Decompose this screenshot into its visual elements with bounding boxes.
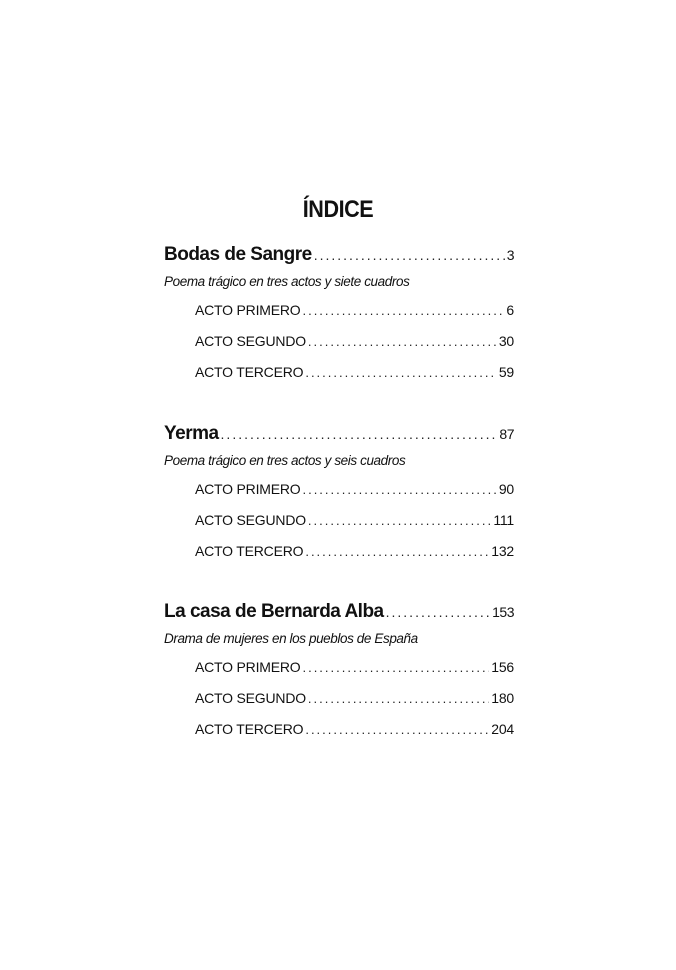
toc-entry-act[interactable] <box>195 302 514 333</box>
toc-section-la-casa-de-bernarda-alba <box>164 601 514 752</box>
act-list <box>195 302 514 395</box>
work-title: La casa de Bernarda Alba <box>164 601 384 622</box>
page-number: 6 <box>506 302 514 318</box>
act-label: ACTO SEGUNDO <box>195 333 306 349</box>
work-title: Yerma <box>164 423 219 444</box>
page-title: ÍNDICE <box>302 196 374 223</box>
act-label: ACTO PRIMERO <box>195 659 301 675</box>
toc-entry-work[interactable] <box>164 244 514 270</box>
toc-entry-act[interactable] <box>195 364 514 395</box>
page-number: 153 <box>492 604 514 620</box>
work-subtitle: Drama de mujeres en los pueblos de España <box>164 631 418 646</box>
page-number: 132 <box>491 543 514 559</box>
act-label: ACTO SEGUNDO <box>195 512 306 528</box>
work-subtitle: Poema trágico en tres actos y seis cuadros <box>164 453 406 468</box>
dot-leader <box>221 426 498 442</box>
dot-leader <box>305 544 489 559</box>
act-list <box>195 659 514 752</box>
dot-leader <box>308 334 497 349</box>
dot-leader <box>308 691 489 706</box>
page-number: 30 <box>498 333 514 349</box>
toc-section-yerma <box>164 423 514 574</box>
toc-entry-act[interactable] <box>195 512 514 543</box>
act-label: ACTO PRIMERO <box>195 481 301 497</box>
dot-leader <box>302 660 489 675</box>
toc-entry-act[interactable] <box>195 543 514 574</box>
act-label: ACTO PRIMERO <box>195 302 301 318</box>
work-title: Bodas de Sangre <box>164 244 312 265</box>
toc-entry-act[interactable] <box>195 481 514 512</box>
page-number: 180 <box>491 690 514 706</box>
act-label: ACTO TERCERO <box>195 364 304 380</box>
dot-leader <box>386 604 491 620</box>
dot-leader <box>308 513 491 528</box>
act-label: ACTO TERCERO <box>195 721 304 737</box>
page-number: 87 <box>499 426 514 442</box>
page-number: 204 <box>491 721 514 737</box>
toc-entry-act[interactable] <box>195 721 514 752</box>
dot-leader <box>314 247 505 263</box>
dot-leader <box>302 303 504 318</box>
act-list <box>195 481 514 574</box>
dot-leader <box>305 365 496 380</box>
page-number: 156 <box>491 659 514 675</box>
page-number: 111 <box>493 512 514 528</box>
act-label: ACTO TERCERO <box>195 543 304 559</box>
page-number: 59 <box>498 364 514 380</box>
page-number: 90 <box>498 481 514 497</box>
act-label: ACTO SEGUNDO <box>195 690 306 706</box>
toc-entry-work[interactable] <box>164 423 514 449</box>
toc-entry-act[interactable] <box>195 333 514 364</box>
page-number: 3 <box>506 247 514 263</box>
toc-entry-work[interactable] <box>164 601 514 627</box>
toc-entry-act[interactable] <box>195 659 514 690</box>
toc-entry-act[interactable] <box>195 690 514 721</box>
toc-section-bodas-de-sangre <box>164 244 514 395</box>
work-subtitle: Poema trágico en tres actos y siete cuadros <box>164 274 410 289</box>
dot-leader <box>302 482 496 497</box>
dot-leader <box>305 722 489 737</box>
